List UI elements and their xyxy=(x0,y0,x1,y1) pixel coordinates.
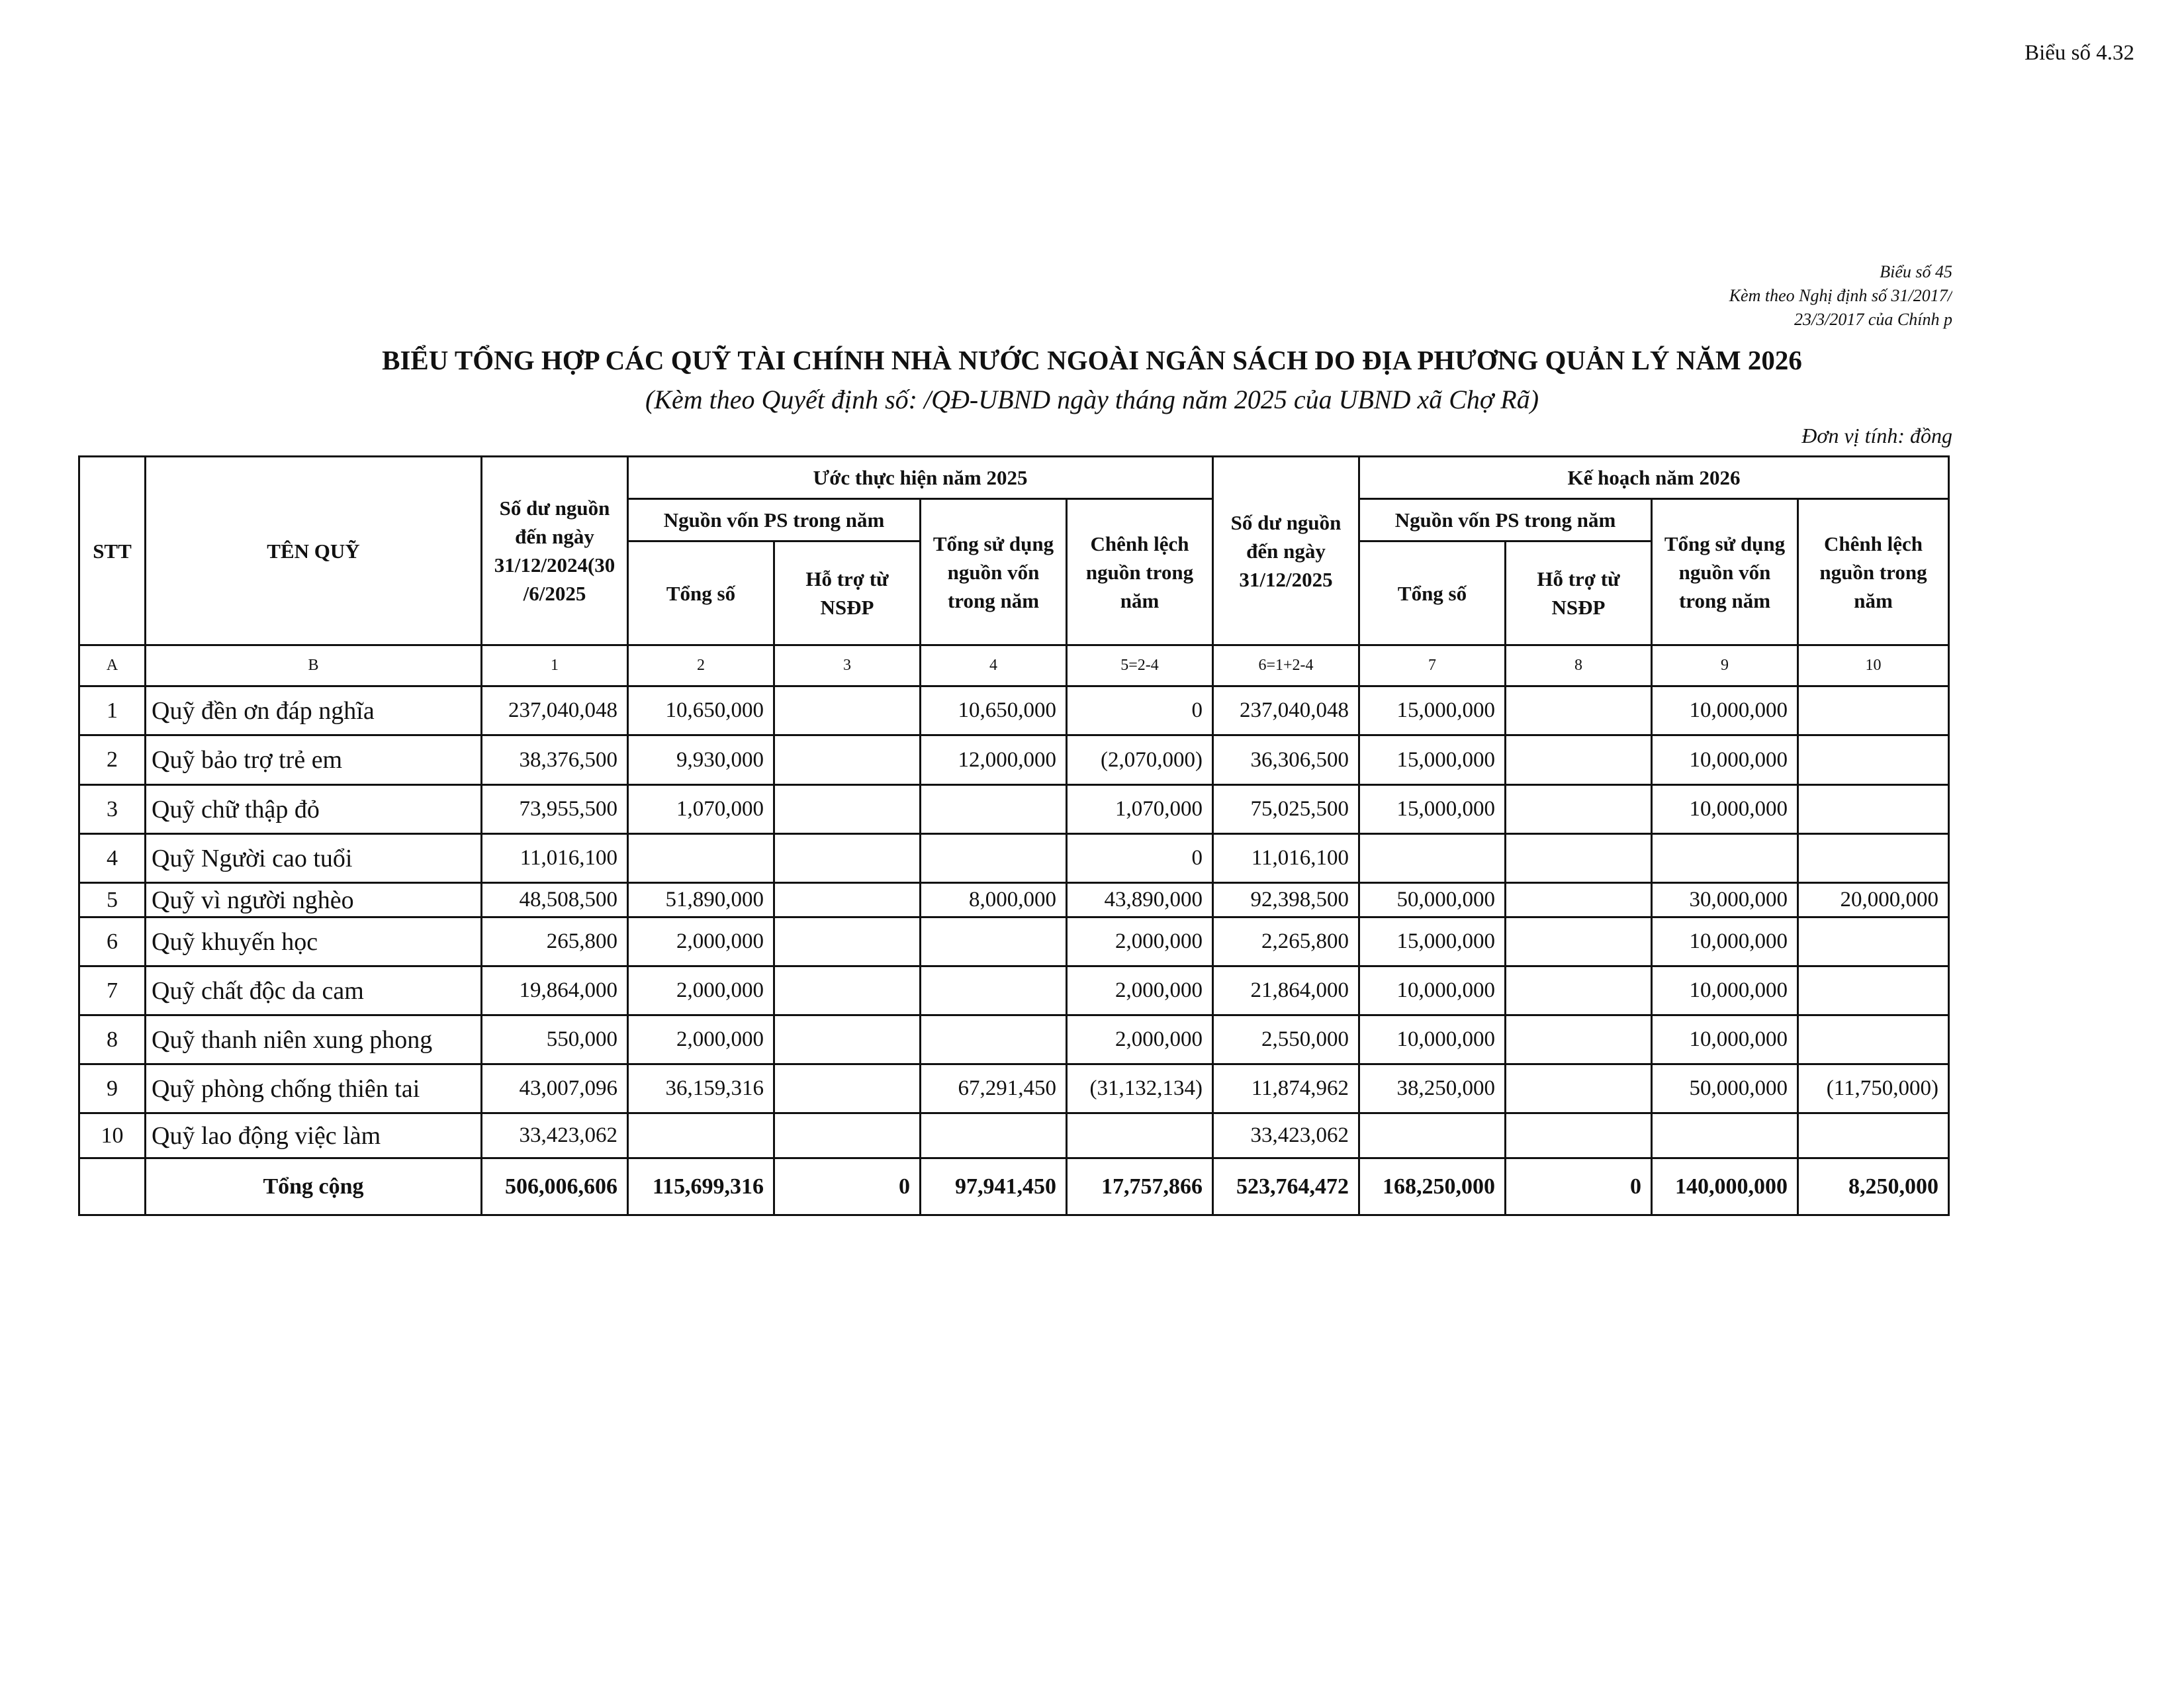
cell-value xyxy=(921,785,1067,834)
header-total: Tổng số xyxy=(628,541,774,645)
cell-value: 10,000,000 xyxy=(1652,686,1798,735)
table-row xyxy=(79,834,1949,883)
column-index: 9 xyxy=(1652,645,1798,686)
cell-value xyxy=(1652,834,1798,883)
cell-value: 10,000,000 xyxy=(1652,917,1798,966)
cell-value: 15,000,000 xyxy=(1359,735,1506,785)
cell-value xyxy=(1798,1015,1949,1064)
header-capital-source: Nguồn vốn PS trong năm xyxy=(1359,499,1652,541)
cell-stt: 2 xyxy=(79,735,146,785)
cell-value: 10,000,000 xyxy=(1652,1015,1798,1064)
cell-value: 550,000 xyxy=(482,1015,628,1064)
cell-value: 2,000,000 xyxy=(628,917,774,966)
cell-value: 10,650,000 xyxy=(921,686,1067,735)
cell-fund-name: Quỹ khuyến học xyxy=(146,917,482,966)
cell-value xyxy=(1359,834,1506,883)
cell-value: 50,000,000 xyxy=(1359,883,1506,917)
cell-value xyxy=(1506,686,1652,735)
cell-value: (11,750,000) xyxy=(1798,1064,1949,1113)
cell-value: 73,955,500 xyxy=(482,785,628,834)
cell-value xyxy=(774,1064,921,1113)
column-index: 10 xyxy=(1798,645,1949,686)
column-index: B xyxy=(146,645,482,686)
cell-value: 48,508,500 xyxy=(482,883,628,917)
cell-value xyxy=(774,1113,921,1158)
column-index: 1 xyxy=(482,645,628,686)
column-index: A xyxy=(79,645,146,686)
cell-value: 1,070,000 xyxy=(1067,785,1213,834)
cell-value xyxy=(1506,735,1652,785)
cell-value: 12,000,000 xyxy=(921,735,1067,785)
cell-value: 506,006,606 xyxy=(482,1158,628,1215)
cell-value: 43,890,000 xyxy=(1067,883,1213,917)
cell-fund-name: Quỹ chất độc da cam xyxy=(146,966,482,1015)
column-index: 2 xyxy=(628,645,774,686)
cell-value xyxy=(1798,686,1949,735)
cell-stt: 10 xyxy=(79,1113,146,1158)
cell-value: 0 xyxy=(1067,834,1213,883)
document-subtitle: (Kèm theo Quyết định số: /QĐ-UBND ngày tháng năm 2025 của UBND xã Chợ Rã) xyxy=(645,385,1539,414)
header-plan-2026: Kế hoạch năm 2026 xyxy=(1359,457,1949,499)
cell-value xyxy=(1506,785,1652,834)
cell-value xyxy=(774,917,921,966)
column-index: 3 xyxy=(774,645,921,686)
cell-stt xyxy=(79,1158,146,1215)
cell-value: 36,159,316 xyxy=(628,1064,774,1113)
cell-value xyxy=(1798,735,1949,785)
cell-value: 0 xyxy=(774,1158,921,1215)
cell-value xyxy=(628,1113,774,1158)
header-total-used: Tổng sử dụng nguồn vốn trong năm xyxy=(1652,499,1798,645)
cell-value xyxy=(774,834,921,883)
cell-value: 15,000,000 xyxy=(1359,785,1506,834)
table-row xyxy=(79,1015,1949,1064)
cell-value: 523,764,472 xyxy=(1213,1158,1359,1215)
cell-value: 2,265,800 xyxy=(1213,917,1359,966)
cell-value: 33,423,062 xyxy=(482,1113,628,1158)
cell-value: 15,000,000 xyxy=(1359,917,1506,966)
cell-value xyxy=(1798,834,1949,883)
cell-value xyxy=(774,966,921,1015)
cell-fund-name: Quỹ lao động việc làm xyxy=(146,1113,482,1158)
cell-value xyxy=(1506,1113,1652,1158)
cell-value: 10,000,000 xyxy=(1359,966,1506,1015)
cell-fund-name: Quỹ thanh niên xung phong xyxy=(146,1015,482,1064)
cell-value: 19,864,000 xyxy=(482,966,628,1015)
cell-value: 11,016,100 xyxy=(482,834,628,883)
total-row xyxy=(79,1158,1949,1215)
cell-fund-name: Quỹ đền ơn đáp nghĩa xyxy=(146,686,482,735)
cell-value xyxy=(1506,1015,1652,1064)
cell-value: 10,650,000 xyxy=(628,686,774,735)
cell-value xyxy=(921,1113,1067,1158)
cell-value: 265,800 xyxy=(482,917,628,966)
cell-stt: 4 xyxy=(79,834,146,883)
total-label: Tổng cộng xyxy=(146,1158,482,1215)
cell-value: 8,250,000 xyxy=(1798,1158,1949,1215)
cell-value xyxy=(1506,917,1652,966)
cell-stt: 8 xyxy=(79,1015,146,1064)
cell-value xyxy=(774,686,921,735)
cell-value: 11,016,100 xyxy=(1213,834,1359,883)
cell-value: 2,000,000 xyxy=(628,1015,774,1064)
table-row xyxy=(79,735,1949,785)
cell-value: 2,000,000 xyxy=(1067,1015,1213,1064)
cell-fund-name: Quỹ phòng chống thiên tai xyxy=(146,1064,482,1113)
cell-value xyxy=(774,785,921,834)
header-fund-name: TÊN QUỸ xyxy=(146,457,482,645)
funds-table xyxy=(78,455,1950,1216)
cell-value xyxy=(1798,966,1949,1015)
column-index: 8 xyxy=(1506,645,1652,686)
form-number: Biểu số 4.32 xyxy=(2025,41,2134,65)
header-balance-2025: Số dư nguồn đến ngày 31/12/2025 xyxy=(1213,457,1359,645)
column-index: 5=2-4 xyxy=(1067,645,1213,686)
header-capital-source: Nguồn vốn PS trong năm xyxy=(628,499,921,541)
cell-value xyxy=(1506,834,1652,883)
cell-value: 140,000,000 xyxy=(1652,1158,1798,1215)
header-total: Tổng số xyxy=(1359,541,1506,645)
cell-value: 17,757,866 xyxy=(1067,1158,1213,1215)
cell-value xyxy=(921,966,1067,1015)
cell-value: 75,025,500 xyxy=(1213,785,1359,834)
cell-value xyxy=(1798,785,1949,834)
cell-value xyxy=(774,1015,921,1064)
header-difference: Chênh lệch nguồn trong năm xyxy=(1798,499,1949,645)
cell-value xyxy=(628,834,774,883)
cell-value xyxy=(1067,1113,1213,1158)
cell-stt: 9 xyxy=(79,1064,146,1113)
unit-label: Đơn vị tính: đồng xyxy=(1801,424,1952,447)
cell-value: 2,550,000 xyxy=(1213,1015,1359,1064)
table-row xyxy=(79,1064,1949,1113)
cell-value xyxy=(1506,966,1652,1015)
table-row xyxy=(79,883,1949,917)
cell-value xyxy=(1652,1113,1798,1158)
cell-stt: 6 xyxy=(79,917,146,966)
cell-value: 36,306,500 xyxy=(1213,735,1359,785)
table-row xyxy=(79,785,1949,834)
cell-fund-name: Quỹ Người cao tuổi xyxy=(146,834,482,883)
cell-value: 21,864,000 xyxy=(1213,966,1359,1015)
cell-value: 10,000,000 xyxy=(1359,1015,1506,1064)
cell-value: 10,000,000 xyxy=(1652,735,1798,785)
header-stt: STT xyxy=(79,457,146,645)
table-row xyxy=(79,1113,1949,1158)
cell-value: 2,000,000 xyxy=(628,966,774,1015)
cell-value: 50,000,000 xyxy=(1652,1064,1798,1113)
cell-value: 38,250,000 xyxy=(1359,1064,1506,1113)
cell-stt: 3 xyxy=(79,785,146,834)
cell-value xyxy=(1359,1113,1506,1158)
cell-value xyxy=(1798,917,1949,966)
cell-value: (2,070,000) xyxy=(1067,735,1213,785)
cell-value: 8,000,000 xyxy=(921,883,1067,917)
cell-stt: 1 xyxy=(79,686,146,735)
cell-value xyxy=(1506,1064,1652,1113)
cell-value: 2,000,000 xyxy=(1067,917,1213,966)
note-line: 23/3/2017 của Chính p xyxy=(1794,310,1952,329)
header-balance-2024: Số dư nguồn đến ngày 31/12/2024(30 /6/2025 xyxy=(482,457,628,645)
cell-value: 97,941,450 xyxy=(921,1158,1067,1215)
header-total-used: Tổng sử dụng nguồn vốn trong năm xyxy=(921,499,1067,645)
cell-value xyxy=(921,917,1067,966)
cell-value: 51,890,000 xyxy=(628,883,774,917)
column-index: 6=1+2-4 xyxy=(1213,645,1359,686)
table-row xyxy=(79,966,1949,1015)
header-budget-support: Hỗ trợ từ NSĐP xyxy=(774,541,921,645)
cell-value: 92,398,500 xyxy=(1213,883,1359,917)
note-line: Biểu số 45 xyxy=(1880,262,1952,281)
cell-value: 237,040,048 xyxy=(1213,686,1359,735)
cell-value: 33,423,062 xyxy=(1213,1113,1359,1158)
cell-value xyxy=(1506,883,1652,917)
cell-value: 30,000,000 xyxy=(1652,883,1798,917)
cell-stt: 7 xyxy=(79,966,146,1015)
cell-value: 11,874,962 xyxy=(1213,1064,1359,1113)
cell-value: 0 xyxy=(1067,686,1213,735)
cell-value: 15,000,000 xyxy=(1359,686,1506,735)
table-row xyxy=(79,686,1949,735)
cell-value: 10,000,000 xyxy=(1652,966,1798,1015)
note-line: Kèm theo Nghị định số 31/2017/ xyxy=(1729,286,1952,305)
cell-value xyxy=(921,1015,1067,1064)
cell-value: 237,040,048 xyxy=(482,686,628,735)
cell-value xyxy=(1798,1113,1949,1158)
column-index: 4 xyxy=(921,645,1067,686)
column-index: 7 xyxy=(1359,645,1506,686)
cell-value: 9,930,000 xyxy=(628,735,774,785)
cell-value: 67,291,450 xyxy=(921,1064,1067,1113)
cell-value xyxy=(774,735,921,785)
cell-value: 0 xyxy=(1506,1158,1652,1215)
cell-value: 168,250,000 xyxy=(1359,1158,1506,1215)
document-title: BIỂU TỔNG HỢP CÁC QUỸ TÀI CHÍNH NHÀ NƯỚC NGOÀI NGÂN SÁCH DO ĐỊA PHƯƠNG QUẢN LÝ NĂM 2026 xyxy=(382,345,1802,375)
cell-value: 38,376,500 xyxy=(482,735,628,785)
cell-value: 43,007,096 xyxy=(482,1064,628,1113)
header-budget-support: Hỗ trợ từ NSĐP xyxy=(1506,541,1652,645)
cell-value: 20,000,000 xyxy=(1798,883,1949,917)
cell-value: 1,070,000 xyxy=(628,785,774,834)
cell-value xyxy=(921,834,1067,883)
column-index-row xyxy=(79,645,1949,686)
header-estimate-2025: Ước thực hiện năm 2025 xyxy=(628,457,1213,499)
table-row xyxy=(79,917,1949,966)
cell-fund-name: Quỹ bảo trợ trẻ em xyxy=(146,735,482,785)
cell-value: 10,000,000 xyxy=(1652,785,1798,834)
cell-fund-name: Quỹ vì người nghèo xyxy=(146,883,482,917)
cell-value: (31,132,134) xyxy=(1067,1064,1213,1113)
cell-fund-name: Quỹ chữ thập đỏ xyxy=(146,785,482,834)
header-difference: Chênh lệch nguồn trong năm xyxy=(1067,499,1213,645)
cell-value: 2,000,000 xyxy=(1067,966,1213,1015)
legal-reference-note xyxy=(1522,260,1952,340)
cell-value: 115,699,316 xyxy=(628,1158,774,1215)
cell-stt: 5 xyxy=(79,883,146,917)
cell-value xyxy=(774,883,921,917)
